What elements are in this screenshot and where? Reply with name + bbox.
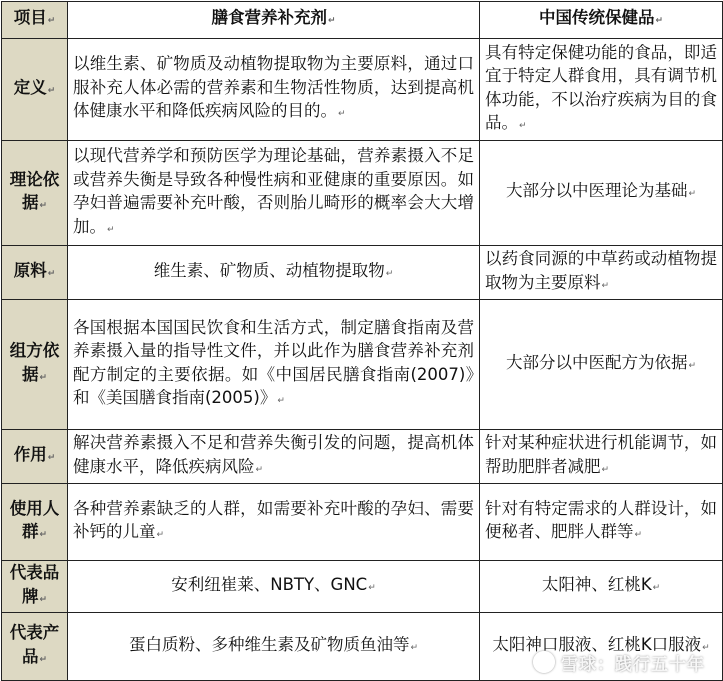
- tcm-cell: 大部分以中医配方为依据↵: [480, 300, 723, 430]
- dietary-text: 各种营养素缺乏的人群，如需要补充叶酸的孕妇、需要补钙的儿童: [73, 498, 474, 541]
- row-label: 代表产品: [9, 623, 60, 666]
- row-label-cell: 定义↵: [2, 39, 68, 141]
- table-row: [2, 141, 723, 246]
- dietary-cell: 各种营养素缺乏的人群，如需要补充叶酸的孕妇、需要补钙的儿童↵: [68, 484, 480, 561]
- watermark-text: 雪球：践行五十年: [561, 655, 705, 675]
- row-label-cell: 使用人群↵: [2, 484, 68, 561]
- tcm-cell: 针对某种症状进行机能调节，如帮助肥胖者减肥↵: [480, 430, 723, 484]
- row-label: 原料: [13, 260, 47, 280]
- dietary-cell: 各国根据本国国民饮食和生活方式，制定膳食指南及营养素摄入量的指导性文件，并以此作为膳食营养补充剂配方制定的主要依据。如《中国居民膳食指南(2007)》和《美国膳食指南(2005)》↵: [68, 300, 480, 430]
- tcm-text: 太阳神、红桃K: [541, 574, 652, 594]
- header-label-cell: 项目↵: [2, 2, 68, 39]
- dietary-text: 蛋白质粉、多种维生素及矿物质鱼油等: [128, 634, 410, 654]
- tcm-cell: 太阳神口服液、红桃K口服液↵: [480, 613, 723, 681]
- table-row: [2, 484, 723, 561]
- row-label-cell: 组方依据↵: [2, 300, 68, 430]
- tcm-cell: 太阳神、红桃K↵: [480, 561, 723, 613]
- table-row: [2, 561, 723, 613]
- header-dietary-cell: 膳食营养补充剂↵: [68, 2, 480, 39]
- dietary-cell: 以维生素、矿物质及动植物提取物为主要原料，通过口服补充人体必需的营养素和生物活性物质，达到提高机体健康水平和降低疾病风险的目的。↵: [68, 39, 480, 141]
- dietary-cell: 蛋白质粉、多种维生素及矿物质鱼油等↵: [68, 613, 480, 681]
- row-label-cell: 原料↵: [2, 246, 68, 300]
- dietary-cell: 安利纽崔莱、NBTY、GNC↵: [68, 561, 480, 613]
- tcm-text: 大部分以中医理论为基础: [505, 181, 688, 201]
- comparison-table: [1, 1, 723, 681]
- dietary-cell: 解决营养素摄入不足和营养失衡引发的问题，提高机体健康水平，降低疾病风险↵: [68, 430, 480, 484]
- row-label: 组方依据: [9, 341, 60, 384]
- tcm-text: 大部分以中医配方为依据: [505, 352, 688, 372]
- row-label: 理论依据: [9, 169, 60, 212]
- table-row: [2, 246, 723, 300]
- row-label-cell: 作用↵: [2, 430, 68, 484]
- row-label: 使用人群: [9, 498, 60, 541]
- row-label-cell: 理论依据↵: [2, 141, 68, 246]
- tcm-text: 太阳神口服液、红桃K口服液: [492, 634, 702, 654]
- tcm-cell: 具有特定保健功能的食品，即适宜于特定人群食用，具有调节机体功能，不以治疗疾病为目的食品。↵: [480, 39, 723, 141]
- dietary-text: 以现代营养学和预防医学为理论基础，营养素摄入不足或营养失衡是导致各种慢性病和亚健康的重要原因。如孕妇普遍需要补充叶酸，否则胎儿畸形的概率会大大增加。: [73, 146, 474, 236]
- watermark: [533, 650, 705, 675]
- row-label: 作用: [13, 444, 47, 464]
- snowball-logo-icon: [533, 651, 555, 673]
- tcm-cell: 大部分以中医理论为基础↵: [480, 141, 723, 246]
- tcm-text: 针对某种症状进行机能调节，如帮助肥胖者减肥: [485, 433, 717, 476]
- table-row: [2, 39, 723, 141]
- dietary-text: 各国根据本国国民饮食和生活方式，制定膳食指南及营养素摄入量的指导性文件，并以此作为膳食营养补充剂配方制定的主要依据。如《中国居民膳食指南(2007)》和《美国膳食指南(2005)》: [73, 317, 474, 407]
- tcm-cell: 针对有特定需求的人群设计，如便秘者、肥胖人群等↵: [480, 484, 723, 561]
- row-label-cell: 代表品牌↵: [2, 561, 68, 613]
- dietary-text: 安利纽崔莱、NBTY、GNC: [171, 574, 368, 594]
- row-label: 定义: [13, 77, 47, 97]
- dietary-text: 解决营养素摄入不足和营养失衡引发的问题，提高机体健康水平，降低疾病风险: [73, 433, 474, 476]
- dietary-text: 维生素、矿物质、动植物提取物: [153, 260, 385, 280]
- header-tcm-cell: 中国传统保健品↵: [480, 2, 723, 39]
- tcm-text: 以药食同源的中草药或动植物提取物为主要原料: [485, 249, 717, 292]
- dietary-cell: 以现代营养学和预防医学为理论基础，营养素摄入不足或营养失衡是导致各种慢性病和亚健康的重要原因。如孕妇普遍需要补充叶酸，否则胎儿畸形的概率会大大增加。↵: [68, 141, 480, 246]
- dietary-cell: 维生素、矿物质、动植物提取物↵: [68, 246, 480, 300]
- row-label: 代表品牌: [9, 563, 60, 606]
- table-row: [2, 300, 723, 430]
- table-row: [2, 430, 723, 484]
- header-row: [2, 2, 723, 39]
- row-label-cell: 代表产品↵: [2, 613, 68, 681]
- dietary-text: 以维生素、矿物质及动植物提取物为主要原料，通过口服补充人体必需的营养素和生物活性物质，达到提高机体健康水平和降低疾病风险的目的。: [73, 54, 474, 121]
- tcm-text: 具有特定保健功能的食品，即适宜于特定人群食用，具有调节机体功能，不以治疗疾病为目的食品。: [485, 42, 717, 132]
- header-tcm: 中国传统保健品: [538, 8, 655, 28]
- tcm-cell: 以药食同源的中草药或动植物提取物为主要原料↵: [480, 246, 723, 300]
- tcm-text: 针对有特定需求的人群设计，如便秘者、肥胖人群等: [485, 498, 717, 541]
- header-label: 项目: [13, 8, 47, 28]
- header-dietary: 膳食营养补充剂: [211, 8, 327, 28]
